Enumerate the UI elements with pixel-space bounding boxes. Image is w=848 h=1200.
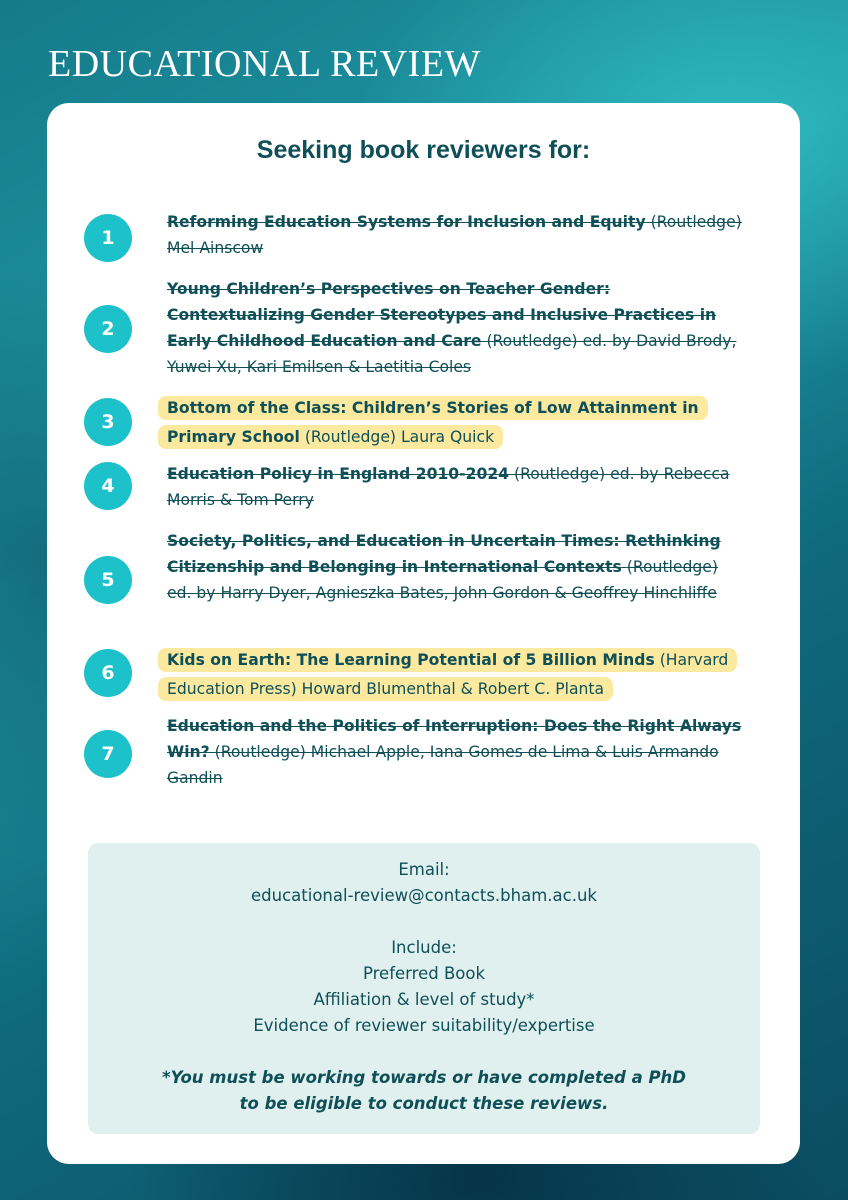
include-item: Preferred Book [362,964,486,983]
book-title: Education Policy in England 2010-2024 [167,465,510,483]
number-badge-1: 1 [84,214,132,262]
contact-info-box [88,843,760,1134]
page-title: EDUCATIONAL REVIEW [48,43,481,85]
book-entry-2 [167,276,747,380]
eligibility-note-line-1: *You must be working towards or have completed a PhD [162,1068,686,1087]
book-details: (Harvard Education Press) Howard Blumenthal & Robert C. Planta [167,651,729,698]
book-details: (Routledge) ed. by David Brody, Yuwei Xu, Kari Emilsen & Laetitia Coles [167,332,737,376]
number-badge-7: 7 [84,730,132,778]
include-item: Evidence of reviewer suitability/expertise [253,1016,595,1035]
book-entry-7 [167,713,747,791]
number-badge-6: 6 [84,649,132,697]
book-details: (Routledge) Michael Apple, Iana Gomes de Lima & Luis Armando Gandin [167,743,719,787]
book-entry-5 [167,528,747,606]
book-entry-6 [158,646,738,704]
reviewer-card [47,103,800,1164]
book-title: Kids on Earth: The Learning Potential of 5 Billion Minds [167,651,655,669]
number-badge-2: 2 [84,305,132,353]
number-badge-3: 3 [84,398,132,446]
book-details: (Routledge) Mel Ainscow [167,213,742,257]
book-title: Reforming Education Systems for Inclusion and Equity [167,213,646,231]
email-label: Email: [398,860,450,879]
number-badge-5: 5 [84,556,132,604]
card-heading: Seeking book reviewers for: [256,136,591,164]
book-title: Young Children’s Perspectives on Teacher Gender: Contextualizing Gender Stereotypes and Inclusive Practices in Early Childhood Education and Care [167,280,717,350]
number-badge-4: 4 [84,462,132,510]
book-details: (Routledge) ed. by Rebecca Morris & Tom Perry [167,465,730,509]
book-title: Society, Politics, and Education in Uncertain Times: Rethinking Citizenship and Belonging in International Contexts [167,532,721,576]
book-title: Education and the Politics of Interruption: Does the Right Always Win? [167,717,742,761]
email-address[interactable]: educational-review@contacts.bham.ac.uk [251,886,597,905]
book-entry-4 [167,461,747,513]
book-details: (Routledge) ed. by Harry Dyer, Agnieszka Bates, John Gordon & Geoffrey Hinchliffe [167,558,718,602]
book-entry-1 [167,209,747,261]
book-details: (Routledge) Laura Quick [304,428,495,446]
book-title: Bottom of the Class: Children’s Stories of Low Attainment in Primary School [167,399,699,446]
include-label: Include: [391,938,457,957]
include-item: Affiliation & level of study* [313,990,535,1009]
book-entry-3 [158,394,738,452]
eligibility-note-line-2: to be eligible to conduct these reviews. [239,1094,609,1113]
